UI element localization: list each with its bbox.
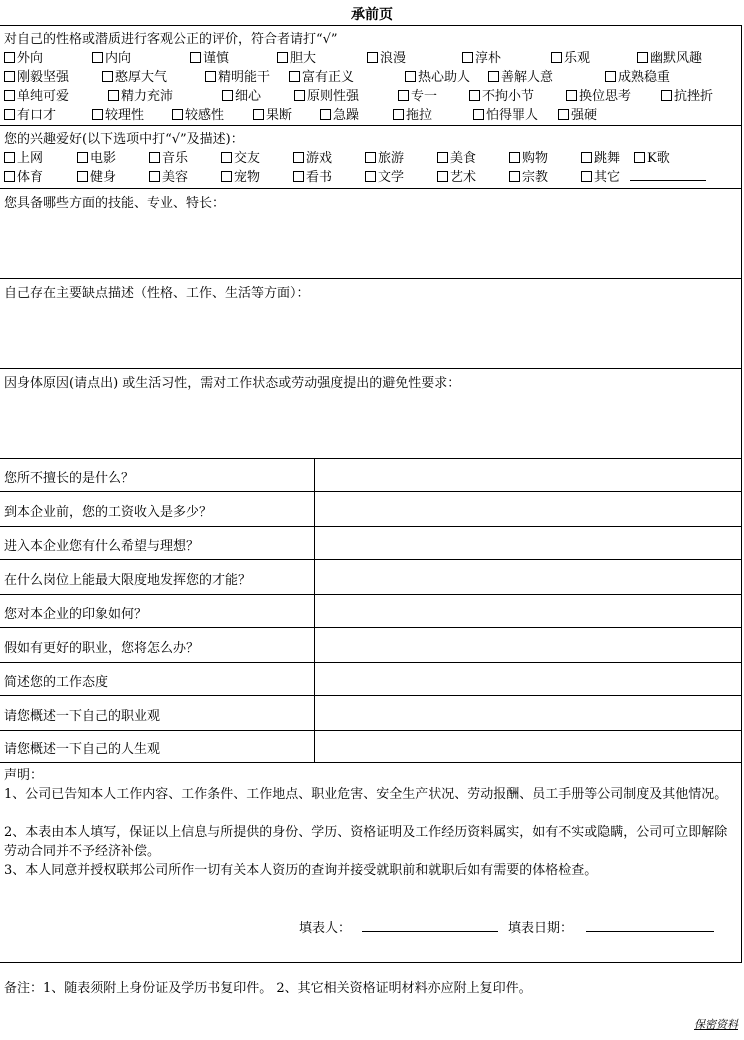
trait-label: 善解人意 [501, 70, 554, 85]
trait-option[interactable] [102, 66, 167, 85]
checkbox-icon[interactable] [4, 90, 15, 101]
checkbox-icon[interactable] [367, 52, 378, 63]
checkbox-icon[interactable] [294, 90, 305, 101]
answer-field[interactable] [315, 527, 741, 559]
checkbox-icon[interactable] [77, 171, 88, 182]
checkbox-icon[interactable] [551, 52, 562, 63]
trait-option[interactable] [108, 85, 173, 104]
trait-option[interactable] [405, 66, 470, 85]
trait-option[interactable] [661, 85, 713, 104]
trait-option[interactable] [172, 104, 224, 123]
trait-option[interactable] [92, 47, 131, 66]
hobby-label: 看书 [306, 170, 333, 185]
trait-option[interactable] [4, 66, 69, 85]
checkbox-icon[interactable] [320, 109, 331, 120]
hobby-label: 购物 [522, 151, 549, 166]
checkbox-icon[interactable] [566, 90, 577, 101]
trait-label: 细心 [235, 89, 262, 104]
checkbox-icon[interactable] [149, 171, 160, 182]
trait-label: 热心助人 [418, 70, 471, 85]
date-field[interactable] [586, 917, 714, 934]
checkbox-icon[interactable] [405, 71, 416, 82]
hobby-label: 宠物 [234, 170, 261, 185]
hobby-label: 美食 [450, 151, 477, 166]
question-label: 到本企业前，您的工资收入是多少？ [4, 505, 213, 520]
hobby-label: 游戏 [306, 151, 333, 166]
question-row [0, 527, 741, 560]
hobby-option[interactable] [77, 166, 116, 185]
declaration-item-3: 3、本人同意并授权联邦公司所作一切有关本人资历的查询并接受就职前和就职后如有需要的体格检查。 [4, 863, 598, 878]
checkbox-icon[interactable] [92, 52, 103, 63]
declaration-item-1: 1、公司已告知本人工作内容、工作条件、工作地点、职业危害、安全生产状况、劳动报酬、员工手册等公司制度及其他情况。 [4, 787, 728, 802]
checkbox-icon[interactable] [293, 171, 304, 182]
answer-field[interactable] [315, 459, 741, 491]
question-label: 请您概述一下自己的职业观 [4, 709, 161, 724]
trait-option[interactable] [253, 104, 292, 123]
question-label: 在什么岗位上能最大限度地发挥您的才能？ [4, 573, 252, 588]
trait-label: 原则性强 [307, 89, 360, 104]
trait-option[interactable] [205, 66, 270, 85]
checkbox-icon[interactable] [605, 71, 616, 82]
checkbox-icon[interactable] [221, 171, 232, 182]
checkbox-icon[interactable] [205, 71, 216, 82]
hobby-option[interactable] [437, 166, 476, 185]
checkbox-icon[interactable] [398, 90, 409, 101]
trait-option[interactable] [462, 47, 501, 66]
question-row [0, 492, 741, 527]
checkbox-icon[interactable] [637, 52, 648, 63]
skills-section[interactable] [0, 189, 741, 279]
health-prompt: 因身体原因(请点出) 或生活习性，需对工作状态或劳动强度提出的避免性要求： [4, 376, 461, 391]
checkbox-icon[interactable] [473, 109, 484, 120]
answer-field[interactable] [315, 560, 741, 594]
weakness-prompt: 自己存在主要缺点描述（性格、工作、生活等方面）： [4, 286, 310, 301]
hobby-label: 宗教 [522, 170, 549, 185]
checkbox-icon[interactable] [4, 109, 15, 120]
checkbox-icon[interactable] [221, 152, 232, 163]
trait-option[interactable] [222, 85, 261, 104]
trait-label: 较理性 [105, 108, 145, 123]
filler-field[interactable] [362, 917, 498, 934]
question-row [0, 560, 741, 595]
checkbox-icon[interactable] [488, 71, 499, 82]
checkbox-icon[interactable] [661, 90, 672, 101]
hobby-label: K歌 [647, 151, 670, 166]
question-label: 进入本企业您有什么希望与理想？ [4, 539, 200, 554]
hobby-option[interactable] [77, 147, 116, 166]
answer-field[interactable] [315, 492, 741, 526]
checkbox-icon[interactable] [293, 152, 304, 163]
hobby-option[interactable] [581, 147, 620, 166]
trait-option[interactable] [367, 47, 406, 66]
trait-option[interactable] [4, 85, 69, 104]
trait-label: 谨慎 [203, 51, 230, 66]
hobby-option[interactable] [221, 147, 260, 166]
trait-option[interactable] [469, 85, 534, 104]
question-row [0, 663, 741, 696]
hobby-label: 体育 [17, 170, 44, 185]
answer-field[interactable] [315, 628, 741, 662]
trait-label: 浪漫 [380, 51, 407, 66]
question-row [0, 731, 741, 763]
trait-label: 较感性 [185, 108, 225, 123]
trait-label: 拖拉 [406, 108, 433, 123]
hobby-option[interactable] [4, 166, 43, 185]
checkbox-icon[interactable] [437, 171, 448, 182]
hobby-label: 健身 [90, 170, 117, 185]
checkbox-icon[interactable] [289, 71, 300, 82]
trait-option[interactable] [566, 85, 631, 104]
date-label: 填表日期： [508, 921, 574, 936]
checkbox-icon[interactable] [558, 109, 569, 120]
hobby-label: 电影 [90, 151, 117, 166]
checkbox-icon[interactable] [92, 109, 103, 120]
confidential-mark: 保密资料 [694, 1018, 738, 1031]
declaration-heading: 声明： [4, 768, 44, 783]
trait-label: 幽默风趣 [650, 51, 703, 66]
trait-label: 有口才 [17, 108, 57, 123]
trait-option[interactable] [637, 47, 702, 66]
hobby-label: 艺术 [450, 170, 477, 185]
hobby-option[interactable] [4, 147, 43, 166]
hobby-option[interactable] [437, 147, 476, 166]
trait-option[interactable] [393, 104, 432, 123]
trait-label: 精明能干 [218, 70, 271, 85]
hobbies-section [0, 126, 741, 189]
answer-field[interactable] [315, 696, 741, 730]
checkbox-icon[interactable] [222, 90, 233, 101]
question-row [0, 595, 741, 628]
trait-option[interactable] [190, 47, 229, 66]
hobby-option[interactable] [293, 147, 332, 166]
checkbox-icon[interactable] [149, 152, 160, 163]
checkbox-icon[interactable] [102, 71, 113, 82]
trait-option[interactable] [605, 66, 670, 85]
trait-label: 刚毅坚强 [17, 70, 70, 85]
hobby-label: 音乐 [162, 151, 189, 166]
trait-label: 内向 [105, 51, 132, 66]
checkbox-icon[interactable] [108, 90, 119, 101]
checkbox-icon[interactable] [509, 171, 520, 182]
trait-label: 抗挫折 [674, 89, 714, 104]
checkbox-icon[interactable] [253, 109, 264, 120]
checkbox-icon[interactable] [581, 152, 592, 163]
trait-label: 怕得罪人 [486, 108, 539, 123]
trait-option[interactable] [558, 104, 597, 123]
trait-option[interactable] [4, 104, 56, 123]
trait-label: 换位思考 [579, 89, 632, 104]
checkbox-icon[interactable] [172, 109, 183, 120]
trait-option[interactable] [320, 104, 359, 123]
checkbox-icon[interactable] [509, 152, 520, 163]
question-label: 假如有更好的职业，您将怎么办？ [4, 641, 200, 656]
hobby-label: 交友 [234, 151, 261, 166]
checkbox-icon[interactable] [277, 52, 288, 63]
trait-label: 胆大 [290, 51, 317, 66]
hobby-option[interactable] [293, 166, 332, 185]
question-label: 请您概述一下自己的人生观 [4, 742, 161, 757]
hobby-label: 旅游 [378, 151, 405, 166]
checkbox-icon[interactable] [462, 52, 473, 63]
trait-option[interactable] [488, 66, 553, 85]
trait-label: 专一 [411, 89, 438, 104]
skills-prompt: 您具备哪些方面的技能、专业、特长： [4, 196, 226, 211]
hobby-option[interactable] [509, 166, 548, 185]
trait-label: 成熟稳重 [618, 70, 671, 85]
hobby-label: 上网 [17, 151, 44, 166]
checkbox-icon[interactable] [365, 152, 376, 163]
hobby-option[interactable] [509, 147, 548, 166]
hobby-label: 文学 [378, 170, 405, 185]
trait-option[interactable] [4, 47, 43, 66]
question-label: 您对本企业的印象如何？ [4, 607, 148, 622]
checkbox-icon[interactable] [581, 171, 592, 182]
trait-label: 乐观 [564, 51, 591, 66]
question-label: 您所不擅长的是什么？ [4, 471, 135, 486]
hobby-label: 美容 [162, 170, 189, 185]
question-row [0, 696, 741, 731]
footnote: 备注：1、随表须附上身份证及学历书复印件。 2、其它相关资格证明材料亦应附上复印件。 [4, 981, 532, 996]
trait-option[interactable] [277, 47, 316, 66]
hobby-option[interactable] [149, 147, 188, 166]
traits-prompt: 对自己的性格或潜质进行客观公正的评价，符合者请打“√” [4, 32, 338, 47]
checkbox-icon[interactable] [4, 71, 15, 82]
traits-section [0, 26, 741, 126]
answer-field[interactable] [315, 731, 741, 762]
checkbox-icon[interactable] [437, 152, 448, 163]
trait-option[interactable] [551, 47, 590, 66]
checkbox-icon[interactable] [4, 171, 15, 182]
trait-label: 淳朴 [475, 51, 502, 66]
checkbox-icon[interactable] [469, 90, 480, 101]
trait-label: 不拘小节 [482, 89, 535, 104]
trait-label: 急躁 [333, 108, 360, 123]
hobby-option[interactable] [221, 166, 260, 185]
checkbox-icon[interactable] [393, 109, 404, 120]
form-sheet [0, 25, 742, 963]
checkbox-icon[interactable] [77, 152, 88, 163]
hobby-option[interactable] [581, 166, 620, 185]
trait-label: 单纯可爱 [17, 89, 70, 104]
question-label: 简述您的工作态度 [4, 675, 109, 690]
question-row [0, 459, 741, 492]
health-section[interactable] [0, 369, 741, 459]
trait-label: 憨厚大气 [115, 70, 168, 85]
hobby-option[interactable] [634, 147, 670, 166]
answer-field[interactable] [315, 663, 741, 695]
trait-label: 外向 [17, 51, 44, 66]
hobby-label: 跳舞 [594, 151, 621, 166]
checkbox-icon[interactable] [634, 152, 645, 163]
trait-label: 强硬 [571, 108, 598, 123]
filler-label: 填表人： [299, 921, 352, 936]
hobby-option[interactable] [365, 147, 404, 166]
checkbox-icon[interactable] [4, 152, 15, 163]
hobbies-prompt: 您的兴趣爱好(以下选项中打“√”及描述)： [4, 132, 244, 147]
declaration-item-2: 2、本表由本人填写，保证以上信息与所提供的身份、学历、资格证明及工作经历资料属实，如有不实或隐瞒，公司可立即解除劳动合同并不予经济补偿。 [4, 825, 728, 859]
trait-option[interactable] [92, 104, 144, 123]
trait-label: 果断 [266, 108, 293, 123]
answer-field[interactable] [315, 595, 741, 627]
trait-option[interactable] [473, 104, 538, 123]
trait-option[interactable] [289, 66, 354, 85]
hobby-other-field[interactable] [630, 166, 706, 183]
hobby-option[interactable] [149, 166, 188, 185]
weakness-section[interactable] [0, 279, 741, 369]
checkbox-icon[interactable] [4, 52, 15, 63]
hobby-option[interactable] [365, 166, 404, 185]
trait-label: 精力充沛 [121, 89, 174, 104]
trait-label: 富有正义 [302, 70, 355, 85]
trait-option[interactable] [294, 85, 359, 104]
hobby-label: 其它 [594, 170, 621, 185]
question-row [0, 628, 741, 663]
checkbox-icon[interactable] [365, 171, 376, 182]
checkbox-icon[interactable] [190, 52, 201, 63]
trait-option[interactable] [398, 85, 437, 104]
page-title: 承前页 [351, 7, 393, 23]
